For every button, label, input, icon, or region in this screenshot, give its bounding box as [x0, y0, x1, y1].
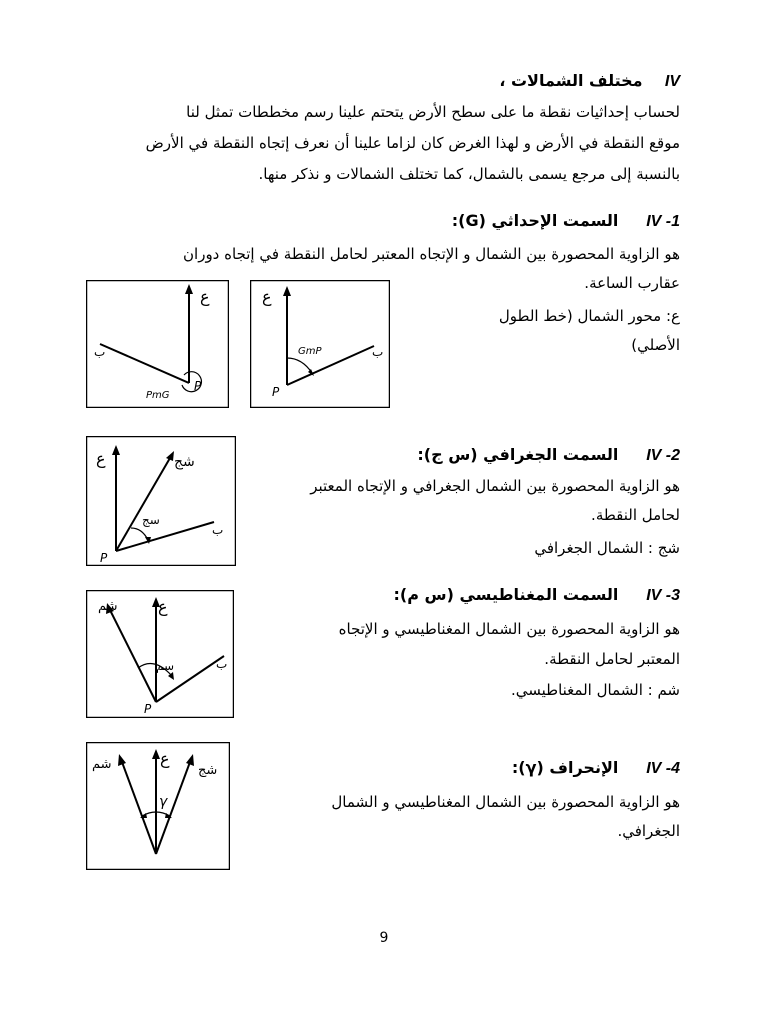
figure-declination — [86, 742, 230, 870]
north-label: ع — [96, 449, 106, 468]
subsection-number: IV -1 — [646, 213, 680, 230]
s2-note: شج : الشمال الجغرافي — [534, 539, 680, 557]
page-number: 9 — [379, 930, 389, 946]
s4-line-1: هو الزاوية المحصورة بين الشمال المغناطيسي و الشمال — [331, 793, 680, 811]
s2-line-1: هو الزاوية المحصورة بين الشمال الجغرافي و الإتجاه المعتبر — [310, 477, 680, 495]
direction-label: ب — [372, 345, 384, 359]
subsection-heading-1 — [452, 210, 680, 233]
direction-label: ب — [216, 657, 228, 671]
figure-azimuth-left — [86, 280, 229, 408]
geographic-north-label: شج — [198, 763, 218, 778]
angle-label: سم — [156, 659, 175, 673]
north-label: ع — [262, 287, 272, 306]
s3-note: شم : الشمال المغناطيسي. — [510, 681, 680, 699]
section-title: مختلف الشمالات ، — [499, 71, 643, 90]
direction-label: ب — [94, 345, 106, 359]
magnetic-north-label: شم — [98, 599, 118, 614]
s3-line-1: هو الزاوية المحصورة بين الشمال المغناطيسي و الإتجاه — [338, 620, 680, 638]
angle-label: PmG — [146, 390, 170, 401]
geographic-north-label: شج — [174, 454, 195, 470]
point-label: P — [272, 385, 280, 399]
s1-note-2: الأصلي) — [631, 336, 680, 354]
subsection-title: السمت الإحداثي (G): — [451, 211, 619, 230]
subsection-heading-3 — [394, 584, 681, 607]
magnetic-north-label: شم — [92, 757, 112, 772]
intro-line-2: موقع النقطة في الأرض و لهذا الغرض كان لزاما علينا أن نعرف إتجاه النقطة في الأرض — [145, 134, 680, 152]
point-label: P — [194, 379, 202, 393]
s4-line-2: الجغرافي. — [617, 822, 680, 840]
angle-label: سج — [142, 513, 160, 527]
north-label: ع — [200, 287, 210, 306]
s2-line-2: لحامل النقطة. — [591, 506, 680, 524]
subsection-number: IV -3 — [646, 587, 680, 604]
s3-line-2: المعتبر لحامل النقطة. — [544, 650, 680, 668]
subsection-heading-2 — [417, 444, 680, 467]
figure-magnetic-azimuth — [86, 590, 234, 718]
subsection-number: IV -4 — [646, 760, 680, 777]
section-number: IV — [664, 73, 680, 90]
subsection-title: السمت الجغرافي (س ج): — [417, 445, 619, 464]
subsection-title: السمت المغناطيسي (س م): — [393, 585, 619, 604]
subsection-title: الإنحراف (γ): — [511, 758, 619, 777]
figure-geographic-azimuth — [86, 436, 236, 566]
point-label: P — [144, 702, 152, 716]
angle-label: GmP — [298, 346, 322, 357]
north-label: ع — [160, 749, 170, 768]
s1-line-2: عقارب الساعة. — [584, 274, 680, 292]
subsection-number: IV -2 — [646, 447, 680, 464]
point-label: P — [100, 551, 108, 565]
intro-line-3: بالنسبة إلى مرجع يسمى بالشمال، كما تختلف الشمالات و نذكر منها. — [258, 165, 680, 183]
direction-label: ب — [212, 523, 224, 537]
intro-line-1: لحساب إحداثيات نقطة ما على سطح الأرض يتحتم علينا رسم مخططات تمثل لنا — [186, 103, 680, 121]
north-label: ع — [158, 597, 168, 616]
s1-note-1: ع: محور الشمال (خط الطول — [498, 307, 680, 325]
figure-azimuth-right — [250, 280, 390, 408]
gamma-label: γ — [159, 794, 168, 810]
subsection-heading-4 — [512, 757, 680, 780]
section-heading — [499, 70, 680, 93]
s1-line-1: هو الزاوية المحصورة بين الشمال و الإتجاه المعتبر لحامل النقطة في إتجاه دوران — [183, 245, 680, 263]
